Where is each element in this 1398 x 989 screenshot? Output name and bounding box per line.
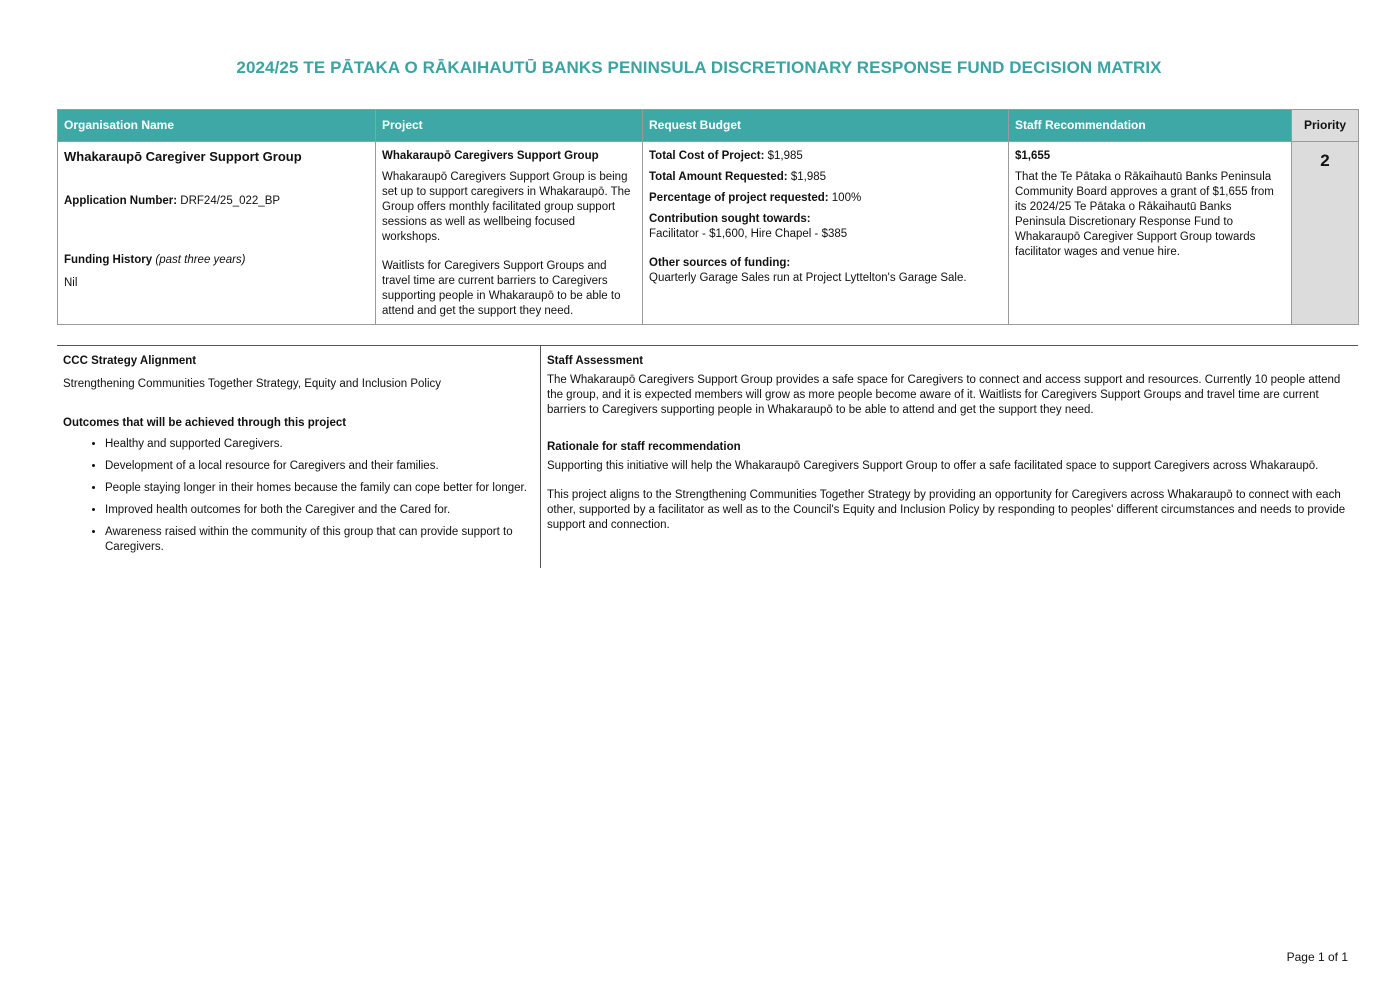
header-priority: Priority bbox=[1292, 110, 1359, 142]
header-staff-recommendation: Staff Recommendation bbox=[1009, 110, 1292, 142]
assessment-text: The Whakaraupō Caregivers Support Group provides a safe space for Caregivers to connect and access support and resources. Currently 10 people attend the group, and it is expected members will grow as more people become aware of it. Waitlists for Caregivers Support Groups and travel time are current barriers to Caregivers supporting people in Whakaraupō to be able to attend and get the support they need. bbox=[547, 374, 1341, 416]
percentage-value: 100% bbox=[831, 192, 862, 204]
total-cost-value: $1,985 bbox=[767, 150, 803, 162]
staff-assessment-panel bbox=[541, 346, 1358, 533]
funding-history-value: Nil bbox=[64, 277, 78, 289]
percentage-label: Percentage of project requested: bbox=[649, 192, 829, 204]
header-organisation: Organisation Name bbox=[58, 110, 376, 142]
assessment-heading: Staff Assessment bbox=[547, 355, 644, 367]
application-number-value: DRF24/25_022_BP bbox=[180, 195, 281, 207]
project-description-1: Whakaraupō Caregivers Support Group is being set up to support caregivers in Whakaraupō. The Group offers monthly facilitated group support sessions as well as wellbeing focused workshops. bbox=[382, 171, 631, 243]
other-funding-label: Other sources of funding: bbox=[649, 257, 791, 269]
strategy-text: Strengthening Communities Together Strategy, Equity and Inclusion Policy bbox=[63, 378, 442, 390]
page-title: 2024/25 TE PĀTAKA O RĀKAIHAUTŪ BANKS PENINSULA DISCRETIONARY RESPONSE FUND DECISION MATRIX bbox=[236, 58, 1162, 77]
budget-cell bbox=[643, 142, 1009, 325]
organisation-name: Whakaraupō Caregiver Support Group bbox=[64, 149, 302, 164]
list-item: • Healthy and supported Caregivers. bbox=[105, 437, 534, 452]
rationale-text-2: This project aligns to the Strengthening Communities Together Strategy by providing an opportunity for Caregivers across Whakaraupō to connect with each other, supported by a facilitator as well as to the Council's Equity and Inclusion Policy by responding to peoples' different circumstances and needs to provide support and connection. bbox=[547, 489, 1346, 531]
list-item: • Improved health outcomes for both the Caregiver and the Cared for. bbox=[105, 503, 534, 518]
priority-value: 2 bbox=[1320, 151, 1330, 170]
amount-requested bbox=[649, 170, 1002, 185]
decision-matrix-table bbox=[57, 109, 1359, 325]
recommendation-amount: $1,655 bbox=[1015, 150, 1051, 162]
list-item: • Awareness raised within the community of this group that can provide support to Caregivers. bbox=[105, 525, 534, 555]
header-project: Project bbox=[376, 110, 643, 142]
contribution-label: Contribution sought towards: bbox=[649, 213, 811, 225]
percentage-requested bbox=[649, 191, 1002, 206]
total-cost-label: Total Cost of Project: bbox=[649, 150, 765, 162]
priority-cell bbox=[1292, 142, 1359, 325]
list-item: • Development of a local resource for Caregivers and their families. bbox=[105, 459, 534, 474]
contribution-value: Facilitator - $1,600, Hire Chapel - $385 bbox=[649, 228, 848, 240]
total-cost bbox=[649, 149, 1002, 164]
funding-history-label: Funding History bbox=[64, 254, 153, 266]
amount-requested-value: $1,985 bbox=[790, 171, 827, 183]
outcomes-heading: Outcomes that will be achieved through this project bbox=[63, 417, 347, 429]
rationale-heading: Rationale for staff recommendation bbox=[547, 441, 741, 453]
other-funding-value: Quarterly Garage Sales run at Project Lyttelton's Garage Sale. bbox=[649, 272, 967, 284]
amount-requested-label: Total Amount Requested: bbox=[649, 171, 788, 183]
strategy-panel bbox=[57, 346, 541, 568]
table-header-row bbox=[58, 110, 1359, 142]
header-budget: Request Budget bbox=[643, 110, 1009, 142]
project-title: Whakaraupō Caregivers Support Group bbox=[382, 150, 599, 162]
table-row bbox=[58, 142, 1359, 325]
assessment-section bbox=[57, 345, 1358, 553]
rationale-text-1: Supporting this initiative will help the Whakaraupō Caregivers Support Group to offer a safe facilitated space to support Caregivers across Whakaraupō. bbox=[547, 460, 1319, 472]
organisation-cell bbox=[58, 142, 376, 325]
project-description-2: Waitlists for Caregivers Support Groups and travel time are current barriers to Caregivers supporting people in Whakaraupō to be able to attend and get the support they need. bbox=[382, 260, 621, 317]
application-number bbox=[64, 194, 369, 209]
project-cell bbox=[376, 142, 643, 325]
funding-history-note: (past three years) bbox=[155, 254, 246, 266]
recommendation-cell bbox=[1009, 142, 1292, 325]
strategy-heading: CCC Strategy Alignment bbox=[63, 355, 197, 367]
list-item: • People staying longer in their homes because the family can cope better for longer. bbox=[105, 481, 534, 496]
funding-history bbox=[64, 253, 369, 268]
recommendation-text: That the Te Pātaka o Rākaihautū Banks Peninsula Community Board approves a grant of $1,655 from its 2024/25 Te Pātaka o Rākaihautū Banks Peninsula Discretionary Response Fund to Whakaraupō Caregiver Support Group towards facilitator wages and venue hire. bbox=[1015, 171, 1274, 258]
application-number-label: Application Number: bbox=[64, 195, 178, 207]
outcomes-list bbox=[63, 437, 534, 555]
page-number: Page 1 of 1 bbox=[1286, 950, 1348, 964]
